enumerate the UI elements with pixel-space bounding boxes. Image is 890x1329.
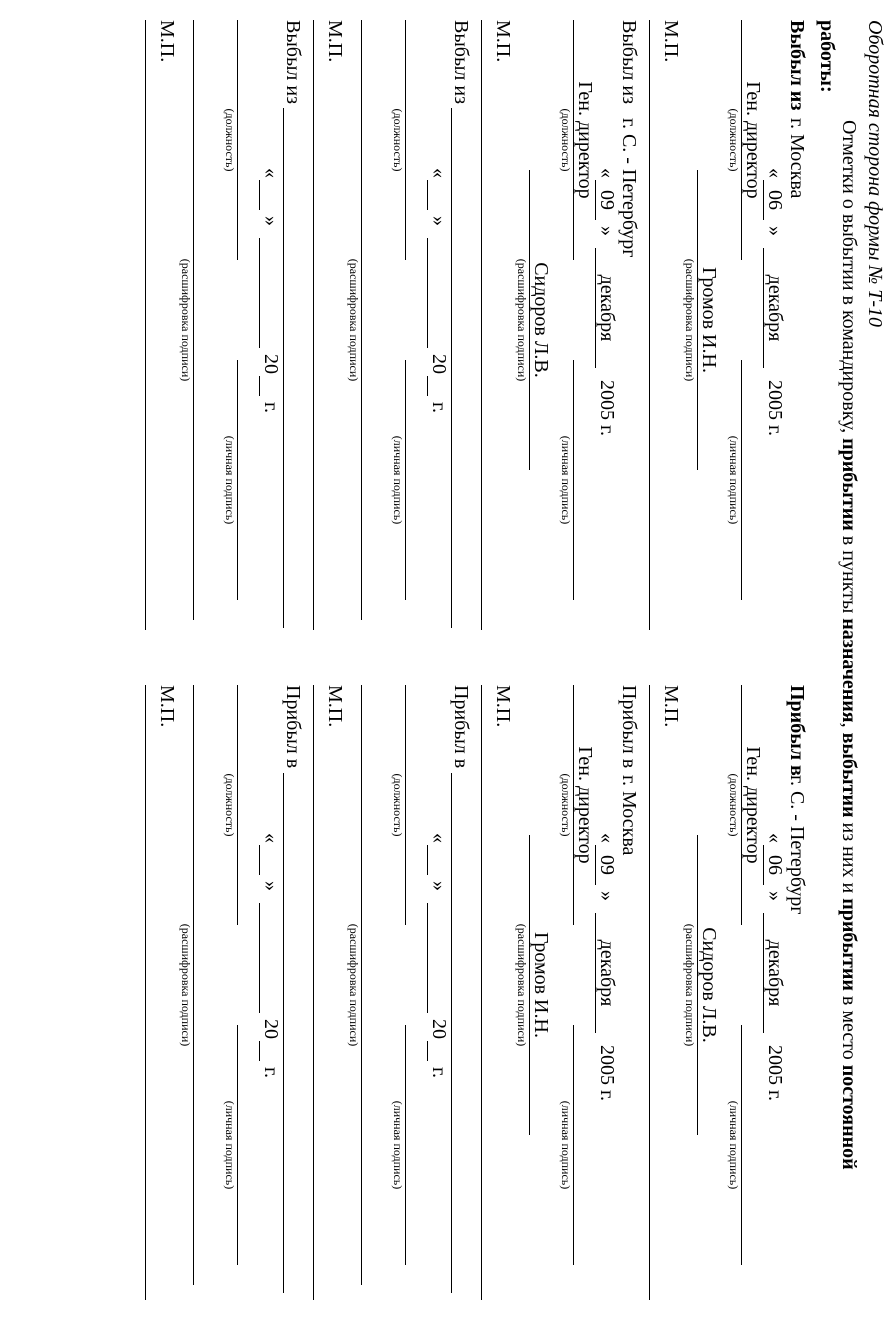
- left-block-1-signature-line: [741, 360, 742, 600]
- intro-text: ,: [838, 722, 860, 733]
- left-block-2-heading: Выбыл из: [618, 20, 640, 104]
- left-block-4-month-line: [259, 238, 260, 348]
- right-block-2-signature-caption: (личная подпись): [559, 1100, 573, 1190]
- right-block-1-quote-open: «: [764, 833, 786, 843]
- left-block-3-name-line: [361, 20, 362, 620]
- left-block-2-position: Ген. директор: [574, 81, 596, 199]
- left-block-2-quote-open: «: [596, 168, 618, 178]
- right-block-3-year-line: [427, 1041, 428, 1061]
- left-block-3-position-caption: (должность): [391, 108, 405, 172]
- separator: [649, 685, 650, 1300]
- left-block-2-year: 2005 г.: [596, 380, 618, 436]
- right-block-3-year-suffix: г.: [428, 1067, 450, 1078]
- right-block-2-position-caption: (должность): [559, 773, 573, 837]
- left-block-1-place: г. Москва: [786, 118, 808, 199]
- right-block-4-quote-close: »: [260, 881, 282, 891]
- left-block-1-quote-open: «: [764, 168, 786, 178]
- right-block-4-stamp: М.П.: [156, 685, 178, 728]
- intro-text: в пункты: [838, 530, 860, 619]
- left-block-1-name: Громов И.Н.: [698, 267, 720, 373]
- right-block-3-position-caption: (должность): [391, 773, 405, 837]
- left-block-2-position-line: [573, 20, 574, 260]
- right-block-2-name-line: [529, 835, 530, 1135]
- left-block-3-name-caption: (расшифровка подписи): [347, 258, 361, 382]
- right-block-3-quote-open: «: [428, 833, 450, 843]
- right-block-2-heading: Прибыл в: [618, 685, 640, 769]
- right-block-3-position-line: [405, 685, 406, 925]
- intro-bold: постоянной: [838, 1064, 860, 1170]
- left-block-4-quote-open: «: [260, 168, 282, 178]
- left-block-1-name-caption: (расшифровка подписи): [683, 258, 697, 382]
- left-block-4-year-suffix: г.: [260, 402, 282, 413]
- left-block-4-name-caption: (расшифровка подписи): [179, 258, 193, 382]
- right-block-3-place-line: [451, 773, 452, 1293]
- right-block-4-name-line: [193, 685, 194, 1285]
- right-block-3-signature-caption: (личная подпись): [391, 1100, 405, 1190]
- right-block-3-stamp: М.П.: [324, 685, 346, 728]
- right-block-2-position-line: [573, 685, 574, 925]
- left-block-2-name-caption: (расшифровка подписи): [515, 258, 529, 382]
- left-block-1-day: 06: [764, 190, 786, 210]
- right-block-2-day: 09: [596, 855, 618, 875]
- left-block-2-stamp: М.П.: [492, 20, 514, 63]
- left-block-3-year-suffix: г.: [428, 402, 450, 413]
- left-block-1-signature-caption: (личная подпись): [727, 435, 741, 525]
- left-block-4-position-caption: (должность): [223, 108, 237, 172]
- right-block-2-quote-close: »: [596, 891, 618, 901]
- left-block-1-position-line: [741, 20, 742, 260]
- intro-text: Отметки о выбытии в командировку,: [838, 120, 860, 439]
- right-block-2-quote-open: «: [596, 833, 618, 843]
- right-block-2-place: г. Москва: [618, 775, 640, 856]
- right-block-4-name-caption: (расшифровка подписи): [179, 923, 193, 1047]
- left-block-3-month-line: [427, 238, 428, 348]
- right-block-3-year-prefix: 20: [428, 1019, 450, 1039]
- intro-bold: выбытии: [838, 732, 860, 818]
- left-block-4-quote-close: »: [260, 216, 282, 226]
- intro-bold: прибытии: [838, 898, 860, 991]
- right-block-4-year-line: [259, 1041, 260, 1061]
- right-block-4-month-line: [259, 903, 260, 1013]
- left-block-2-day: 09: [596, 190, 618, 210]
- left-block-4-year-line: [259, 376, 260, 396]
- right-block-2-year: 2005 г.: [596, 1045, 618, 1101]
- right-block-4-position-line: [237, 685, 238, 925]
- right-block-2-position: Ген. директор: [574, 746, 596, 864]
- right-block-1-position-caption: (должность): [727, 773, 741, 837]
- right-block-1-name-line: [697, 835, 698, 1135]
- left-block-3-day-line: [427, 180, 428, 210]
- left-block-1-quote-close: »: [764, 226, 786, 236]
- left-block-2-position-caption: (должность): [559, 108, 573, 172]
- left-block-3-year-prefix: 20: [428, 354, 450, 374]
- right-block-1-month-line: [763, 913, 764, 1033]
- left-block-2-place: г. С. - Петербург: [618, 118, 640, 258]
- right-block-2-signature-line: [573, 1025, 574, 1265]
- right-block-4-heading: Прибыл в: [282, 685, 304, 769]
- left-block-3-quote-close: »: [428, 216, 450, 226]
- right-block-2-month-line: [595, 913, 596, 1033]
- left-block-1-year: 2005 г.: [764, 380, 786, 436]
- right-block-1-heading: Прибыл в: [786, 685, 808, 776]
- left-block-4-heading: Выбыл из: [282, 20, 304, 104]
- left-block-2-name-line: [529, 170, 530, 470]
- right-block-3-signature-line: [405, 1025, 406, 1265]
- right-block-4-signature-caption: (личная подпись): [223, 1100, 237, 1190]
- left-block-2-quote-close: »: [596, 226, 618, 236]
- right-block-1-stamp: М.П.: [660, 685, 682, 728]
- right-block-4-signature-line: [237, 1025, 238, 1265]
- right-block-1-signature-caption: (личная подпись): [727, 1100, 741, 1190]
- form-title: Оборотная сторона формы № Т-10: [864, 20, 886, 328]
- right-block-1-signature-line: [741, 1025, 742, 1265]
- left-block-3-stamp: М.П.: [324, 20, 346, 63]
- left-block-4-name-line: [193, 20, 194, 620]
- intro-text: из них и: [838, 817, 860, 899]
- left-block-4-day-line: [259, 180, 260, 210]
- right-block-3-heading: Прибыл в: [450, 685, 472, 769]
- right-block-3-name-line: [361, 685, 362, 1285]
- left-block-3-place-line: [451, 108, 452, 628]
- separator: [481, 685, 482, 1300]
- right-block-4-day-line: [259, 845, 260, 875]
- left-block-2-signature-line: [573, 360, 574, 600]
- right-block-4-year-suffix: г.: [260, 1067, 282, 1078]
- left-block-4-position-line: [237, 20, 238, 260]
- separator: [313, 685, 314, 1300]
- left-block-4-stamp: М.П.: [156, 20, 178, 63]
- right-block-4-year-prefix: 20: [260, 1019, 282, 1039]
- left-block-1-stamp: М.П.: [660, 20, 682, 63]
- left-block-3-heading: Выбыл из: [450, 20, 472, 104]
- right-block-1-day: 06: [764, 855, 786, 875]
- separator: [145, 20, 146, 630]
- separator: [145, 685, 146, 1300]
- separator: [481, 20, 482, 630]
- right-block-1-quote-close: »: [764, 891, 786, 901]
- separator: [649, 20, 650, 630]
- right-block-1-position: Ген. директор: [742, 746, 764, 864]
- left-block-3-position-line: [405, 20, 406, 260]
- right-block-1-name-caption: (расшифровка подписи): [683, 923, 697, 1047]
- right-block-2-name-caption: (расшифровка подписи): [515, 923, 529, 1047]
- right-block-1-position-line: [741, 685, 742, 925]
- right-block-3-month-line: [427, 903, 428, 1013]
- right-block-4-position-caption: (должность): [223, 773, 237, 837]
- intro-bold: назначения: [838, 618, 860, 723]
- right-block-1-month: декабря: [764, 939, 786, 1007]
- left-block-3-year-line: [427, 376, 428, 396]
- left-block-1-position-caption: (должность): [727, 108, 741, 172]
- right-block-3-quote-close: »: [428, 881, 450, 891]
- left-block-1-month-line: [763, 248, 764, 368]
- left-block-2-month: декабря: [596, 274, 618, 342]
- left-block-1-heading: Выбыл из: [786, 20, 808, 111]
- left-block-2-month-line: [595, 248, 596, 368]
- right-block-4-place-line: [283, 773, 284, 1293]
- right-block-2-name: Громов И.Н.: [530, 932, 552, 1038]
- right-block-1-name: Сидоров Л.В.: [698, 927, 720, 1043]
- intro-line-1: [837, 120, 860, 1170]
- left-block-3-quote-open: «: [428, 168, 450, 178]
- right-block-4-quote-open: «: [260, 833, 282, 843]
- left-block-4-signature-line: [237, 360, 238, 600]
- left-block-1-month: декабря: [764, 274, 786, 342]
- left-block-3-signature-caption: (личная подпись): [391, 435, 405, 525]
- intro-text: в место: [838, 990, 860, 1065]
- left-block-1-name-line: [697, 170, 698, 470]
- right-block-3-day-line: [427, 845, 428, 875]
- left-block-4-year-prefix: 20: [260, 354, 282, 374]
- intro-line-2: работы:: [816, 20, 838, 93]
- left-block-3-signature-line: [405, 360, 406, 600]
- right-block-2-month: декабря: [596, 939, 618, 1007]
- right-block-1-year: 2005 г.: [764, 1045, 786, 1101]
- right-block-1-place: г. С. - Петербург: [786, 775, 808, 915]
- separator: [313, 20, 314, 630]
- left-block-2-signature-caption: (личная подпись): [559, 435, 573, 525]
- right-block-3-name-caption: (расшифровка подписи): [347, 923, 361, 1047]
- left-block-1-position: Ген. директор: [742, 81, 764, 199]
- left-block-4-place-line: [283, 108, 284, 628]
- left-block-4-signature-caption: (личная подпись): [223, 435, 237, 525]
- right-block-2-stamp: М.П.: [492, 685, 514, 728]
- intro-bold: прибытии: [838, 438, 860, 531]
- left-block-2-name: Сидоров Л.В.: [530, 262, 552, 378]
